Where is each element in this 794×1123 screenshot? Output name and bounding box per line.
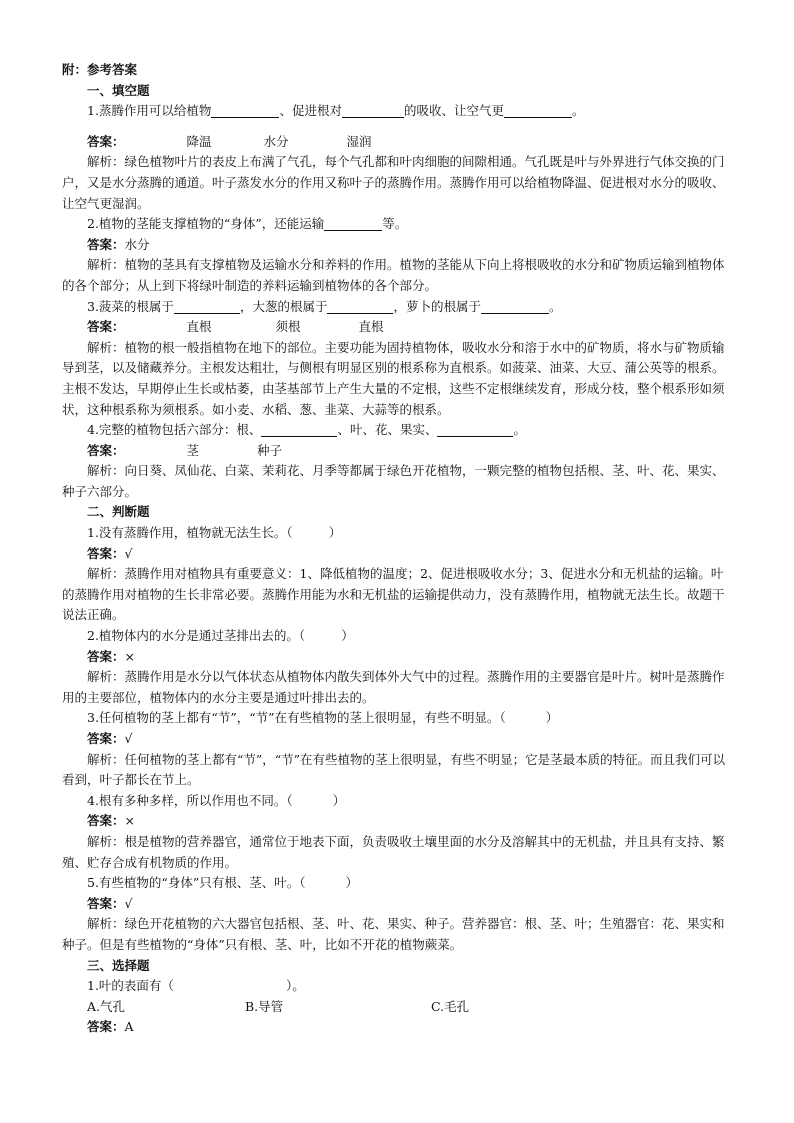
choice-question-1: 1.叶的表面有（ ）。 bbox=[87, 978, 305, 994]
fill-question-4: 4.完整的植物包括六部分：根、 、叶、花、果实、 。 bbox=[87, 422, 526, 438]
judge-answer-4: 答案：× bbox=[87, 813, 135, 829]
fill-question-3: 3.菠菜的根属于 ，大葱的根属于 ，萝卜的根属于 。 bbox=[87, 298, 562, 314]
answer-label: 答案： bbox=[87, 442, 125, 458]
fill-answer-1: 答案： 降温 水分 湿润 bbox=[87, 133, 372, 149]
judge-answer-5: 答案：√ bbox=[87, 895, 133, 911]
choice-option-c: C.毛孔 bbox=[431, 998, 470, 1014]
fill-question-1: 1.蒸腾作用可以给植物 、促进根对 的吸收、让空气更 。 bbox=[87, 103, 585, 119]
judge-explanation-2: 解析：蒸腾作用是水分以气体状态从植物体内散失到体外大气中的过程。蒸腾作用的主要器官是叶片。树叶是蒸腾作用的主要部位，植物体内的水分主要是通过叶排出去的。 bbox=[62, 669, 725, 705]
answer-blank bbox=[327, 299, 393, 314]
answer-blank bbox=[342, 103, 404, 118]
answer-label: 答案： bbox=[87, 545, 125, 561]
judge-explanation-3: 解析：任何植物的茎上都有“节”，“节”在有些植物的茎上很明显，有些不明显；它是茎最本质的特征。而且我们可以看到，叶子都长在节上。 bbox=[62, 751, 726, 788]
judge-explanation-1: 解析：蒸腾作用对植物具有重要意义：1、降低植物的温度；2、促进根吸收水分；3、促进水分和无机盐的运输。叶的蒸腾作用对植物的生长非常必要。蒸腾作用能为水和无机盐的运输提供动力，没有蒸腾作用，植物就无法生长。故题干说法正确。 bbox=[62, 566, 725, 623]
judge-question-5: 5.有些植物的“身体”只有根、茎、叶。（ ） bbox=[87, 875, 358, 891]
fill-explanation-1: 解析：绿色植物叶片的表皮上布满了气孔，每个气孔都和叶肉细胞的间隙相通。气孔既是叶与外界进行气体交换的门户，又是水分蒸腾的通道。叶子蒸发水分的作用又称叶子的蒸腾作用。蒸腾作用可以给植物降温、促进根对水分的吸收、让空气更湿润。 bbox=[62, 154, 725, 211]
answer-blank bbox=[174, 299, 240, 314]
judge-question-2: 2.植物体内的水分是通过茎排出去的。（ ） bbox=[87, 628, 354, 644]
fill-answer-3: 答案： 直根 须根 直根 bbox=[87, 319, 384, 335]
answer-blank bbox=[211, 103, 279, 118]
section-choice-heading: 三、选择题 bbox=[87, 957, 150, 973]
answer-label: 答案： bbox=[87, 813, 125, 829]
section-fill-heading: 一、填空题 bbox=[87, 82, 150, 98]
choice-options-1 bbox=[62, 997, 734, 1018]
answer-blank bbox=[324, 216, 382, 231]
fill-question-2: 2.植物的茎能支撑植物的“身体”，还能运输 等。 bbox=[87, 216, 408, 232]
choice-answer-1: 答案：A bbox=[87, 1019, 134, 1035]
answer-blank bbox=[437, 422, 513, 437]
section-judge-heading: 二、判断题 bbox=[87, 504, 150, 520]
answer-blank bbox=[481, 299, 549, 314]
answer-label: 答案： bbox=[87, 731, 125, 746]
answer-label: 答案： bbox=[87, 648, 125, 664]
judge-answer-2: 答案：× bbox=[87, 648, 135, 664]
fill-answer-4: 答案： 茎 种子 bbox=[87, 442, 283, 458]
choice-option-b: B.导管 bbox=[245, 998, 284, 1014]
judge-explanation-4: 解析：根是植物的营养器官，通常位于地表下面，负责吸收土壤里面的水分及溶解其中的无机盐，并且具有支持、繁殖、贮存合成有机物质的作用。 bbox=[62, 833, 725, 870]
answer-page bbox=[62, 60, 734, 1038]
fill-explanation-3: 解析：植物的根一般指植物在地下的部位。主要功能为固持植物体，吸收水分和溶于水中的矿物质，将水与矿物质输导到茎，以及储藏养分。主根发达粗壮，与侧根有明显区别的根系称为直根系。如菠菜、油菜、大豆、蒲公英等的根系。主根不发达，早期停止生长或枯萎，由茎基部节上产生大量的不定根，这些不定根继续发育，形成分枝，整个根系形如须状，这种根系称为须根系。如小麦、水稻、葱、韭菜、大蒜等的根系。 bbox=[62, 339, 725, 417]
choice-option-a: A.气孔 bbox=[87, 998, 126, 1014]
answer-label: 答案： bbox=[87, 133, 125, 149]
answer-label: 答案： bbox=[87, 319, 125, 335]
judge-answer-1: 答案：√ bbox=[87, 545, 133, 561]
judge-question-3: 3.任何植物的茎上都有“节”，“节”在有些植物的茎上很明显，有些不明显。（ ） bbox=[87, 710, 559, 726]
judge-explanation-5: 解析：绿色开花植物的六大器官包括根、茎、叶、花、果实、种子。营养器官：根、茎、叶；生殖器官：花、果实和种子。但是有些植物的“身体”只有根、茎、叶，比如不开花的植物蕨菜。 bbox=[62, 916, 725, 952]
answer-label: 答案： bbox=[87, 236, 125, 252]
answer-label: 答案： bbox=[87, 895, 125, 911]
answer-blank bbox=[261, 422, 337, 437]
fill-explanation-2: 解析：植物的茎具有支撑植物及运输水分和养料的作用。植物的茎能从下向上将根吸收的水分和矿物质运输到植物体的各个部分；从上到下将绿叶制造的养料运输到植物体的各个部分。 bbox=[62, 257, 725, 293]
judge-answer-3: 答案：√ bbox=[87, 731, 133, 746]
answer-label: 答案： bbox=[87, 1019, 125, 1035]
judge-question-4: 4.根有多种多样，所以作用也不同。（ ） bbox=[87, 792, 346, 808]
page-header: 附：参考答案 bbox=[62, 62, 138, 77]
judge-question-1: 1.没有蒸腾作用，植物就无法生长。（ ） bbox=[87, 525, 342, 541]
answer-blank bbox=[504, 103, 572, 118]
fill-answer-2: 答案：水分 bbox=[87, 236, 150, 252]
fill-explanation-4: 解析：向日葵、凤仙花、白菜、茉莉花、月季等都属于绿色开花植物，一颗完整的植物包括根、茎、叶、花、果实、种子六部分。 bbox=[62, 463, 725, 499]
